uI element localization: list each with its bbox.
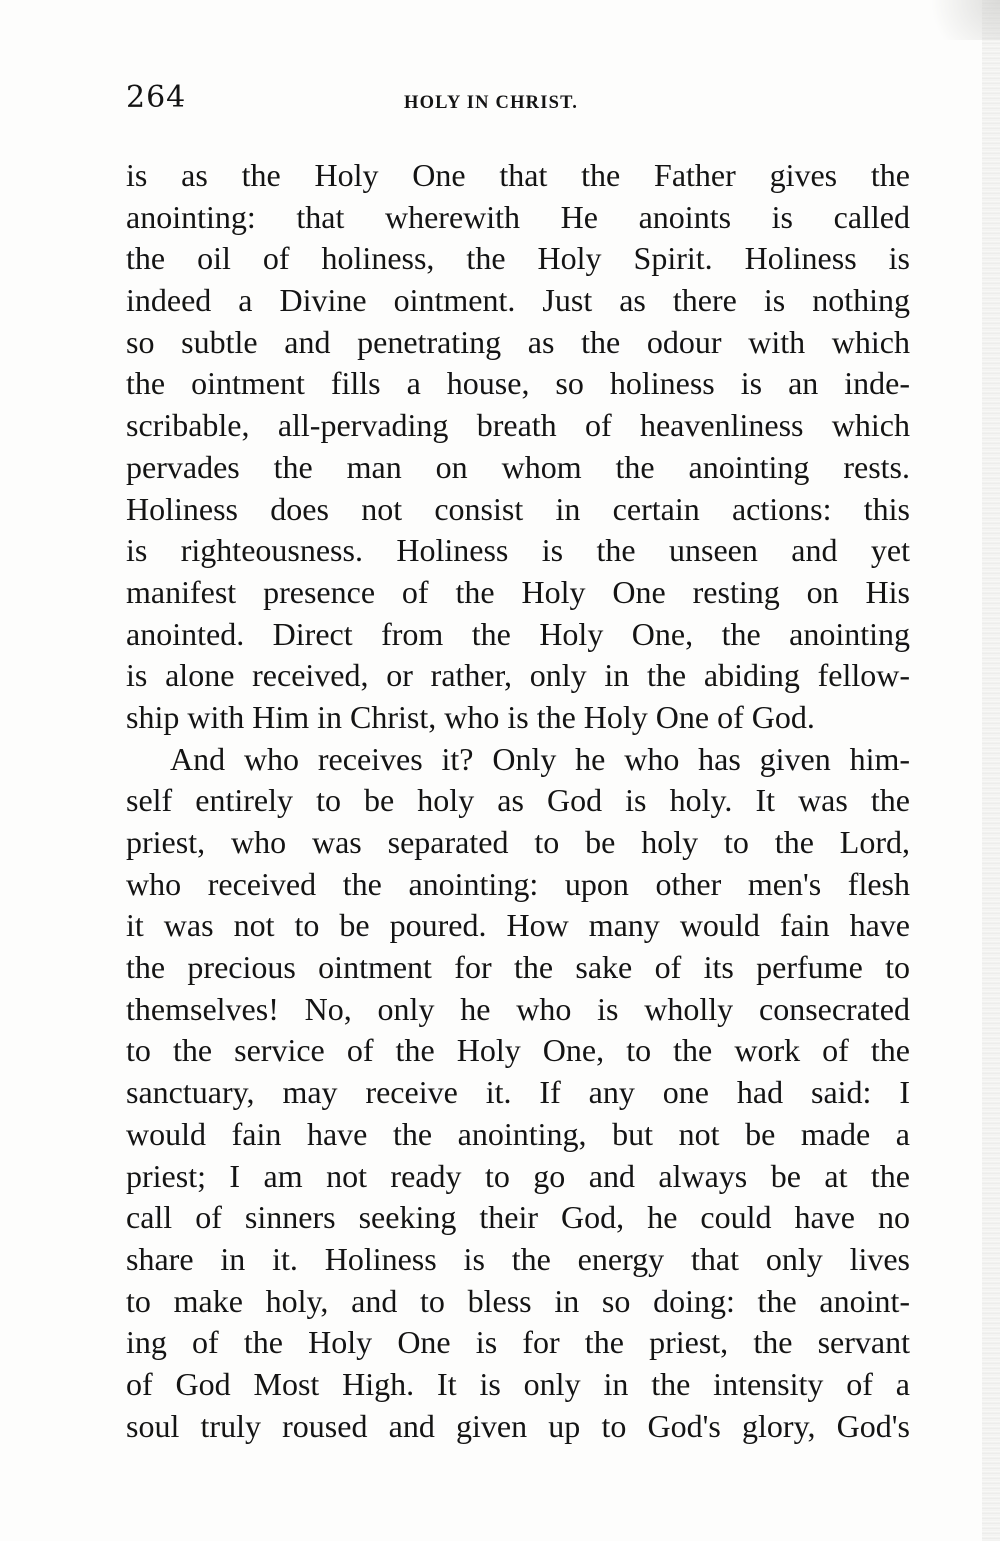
paragraph-1 [126,155,910,739]
text-line: themselves! No, only he who is wholly consecrated [126,990,910,1027]
text-line: indeed a Divine ointment. Just as there is nothing [126,282,910,319]
body-text [126,155,910,1447]
text-line: so subtle and penetrating as the odour with which [126,323,910,360]
text-line: who received the anointing: upon other men's flesh [126,865,910,902]
page-header [126,80,910,120]
text-line: self entirely to be holy as God is holy. It was the [126,782,910,819]
text-line: scribable, all-pervading breath of heavenliness which [126,407,910,444]
text-line: call of sinners seeking their God, he could have no [126,1199,910,1236]
text-line: ship with Him in Christ, who is the Holy One of God. [126,698,815,735]
text-line: is as the Holy One that the Father gives the [126,157,910,193]
running-head: HOLY IN CHRIST. [404,93,579,113]
text-line: the ointment fills a house, so holiness is an inde- [126,365,910,402]
text-line: share in it. Holiness is the energy that only lives [126,1240,910,1277]
text-line: pervades the man on whom the anointing rests. [126,448,910,485]
text-line: manifest presence of the Holy One resting on His [126,573,910,610]
text-line: the oil of holiness, the Holy Spirit. Holiness is [126,240,910,277]
text-line: priest; I am not ready to go and always be at the [126,1157,910,1194]
text-line: to make holy, and to bless in so doing: the anoint- [126,1282,910,1319]
text-line: to the service of the Holy One, to the work of the [126,1032,910,1069]
text-line: of God Most High. It is only in the intensity of a [126,1365,910,1402]
text-line: is alone received, or rather, only in the abiding fellow- [126,657,910,694]
text-line: sanctuary, may receive it. If any one had said: I [126,1074,910,1111]
text-line: the precious ointment for the sake of its perfume to [126,949,910,986]
text-line: soul truly roused and given up to God's glory, God's [126,1407,910,1444]
text-line: ing of the Holy One is for the priest, the servant [126,1324,910,1361]
page-number: 264 [126,80,187,115]
page-edge-shadow [982,0,1000,1541]
text-line: would fain have the anointing, but not be made a [126,1115,910,1152]
page-corner-smudge [910,0,1000,40]
paragraph-2 [126,739,910,1448]
text-line: is righteousness. Holiness is the unseen and yet [126,532,910,569]
text-line: Holiness does not consist in certain actions: this [126,490,910,527]
text-line: it was not to be poured. How many would fain have [126,907,910,944]
text-line: anointing: that wherewith He anoints is called [126,198,910,235]
text-line: priest, who was separated to be holy to the Lord, [126,824,910,860]
text-line: anointed. Direct from the Holy One, the anointing [126,615,910,652]
text-line: And who receives it? Only he who has given him- [170,740,910,777]
